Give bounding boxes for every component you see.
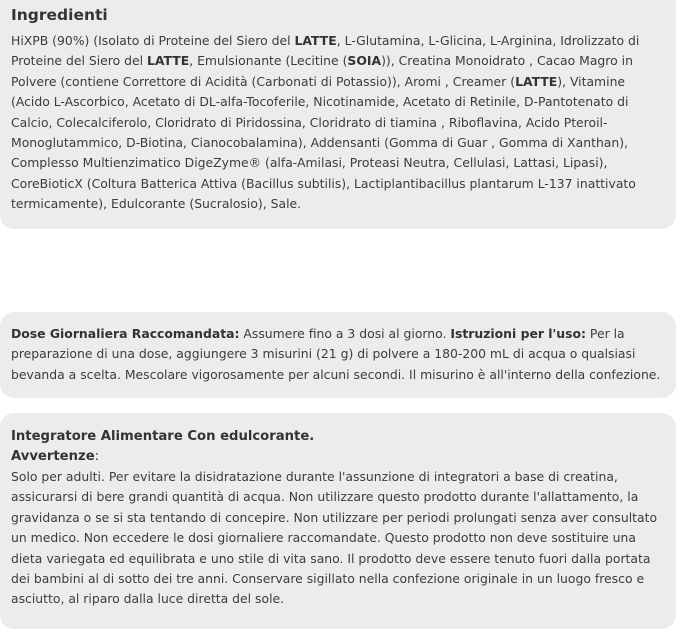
ingredient-segment: HiXPB (90%) (Isolato di Proteine del Siero del [11,33,295,48]
ingredient-segment: , Emulsionante (Lecitine ( [189,53,348,69]
warnings-card [0,413,676,629]
instructions-label: Istruzioni per l'uso: [450,326,586,341]
ingredient-segment: )), Creatina Monoidrato , Cacao Magro in Polvere (contiene Correttore di Acidità (Carbonati di Potassio)), Aromi , Creamer ( [11,53,633,89]
warnings-text: Solo per adulti. Per evitare la disidratazione durante l'assunzione di integratori a base di creatina, assicurarsi di bere grandi quantità di acqua. Non utilizzare questo prodotto durante l'allattamento, la gravidanza o se si sta tentando di concepire. Non utilizzare per periodi prolungati senza aver consultato un medico. Non eccedere le dosi giornaliere raccomandate. Questo prodotto non deve sostituire una dieta variegata ed equilibrata e uno stile di vita sano. Il prodotto deve essere tenuto fuori dalla portata dei bambini al di sotto dei tre anni. Conservare sigillato nella confezione originale in un luogo fresco e asciutto, al riparo dalla luce diretta del sole. [11,469,658,607]
warnings-heading [11,447,666,467]
allergen-milk: LATTE [147,53,190,69]
ingredient-segment: , L-Glutamina, L-Glicina, L-Arginina, Idrolizzato di Proteine del Siero del [11,33,640,69]
supplement-title: Integratore Alimentare Con edulcorante. [11,429,315,444]
warnings-label: Avvertenze [11,449,95,464]
dose-card [0,312,676,398]
ingredients-title: Ingredienti [11,6,108,24]
dose-label: Dose Giornaliera Raccomandata: [11,326,240,341]
dose-text [11,324,666,385]
allergen-milk: LATTE [294,33,337,48]
allergen-soy: SOIA [347,53,382,69]
ingredients-card [0,0,676,229]
instructions-text: Per la preparazione di una dose, aggiungere 3 misurini (21 g) di polvere a 180-200 mL di acqua o qualsiasi bevanda a scelta. Mescolare vigorosamente per alcuni secondi. Il misurino è all'interno della confezione. [11,326,661,382]
ingredients-text [11,31,666,215]
ingredient-segment: ), Vitamine (Acido L-Ascorbico, Acetato di DL-alfa-Tocoferile, Nicotinamide, Acetato di Retinile, D-Pantotenato di Calcio, Colecalciferolo, Cloridrato di Piridossina, Cloridrato di tiamina , Riboflavina, Acido Pteroil-Monoglutammico, D-Biotina, Cianocobalamina), Addensanti (Gomma di Guar , Gomma di Xanthan), Complesso Multienzimatico DigeZyme® (alfa-Amilasi, Proteasi Neutra, Cellulasi, Lattasi, Lipasi), CoreBioticX (Coltura Batterica Attiva (Bacillus subtilis), Lactiplantibacillus plantarum L-137 inattivato termicamente), Edulcorante (Sucralosio), Sale. [11,73,636,212]
allergen-milk: LATTE [515,73,558,89]
warnings-colon: : [94,449,100,464]
dose-value: Assumere fino a 3 dosi al giorno. [239,326,451,341]
